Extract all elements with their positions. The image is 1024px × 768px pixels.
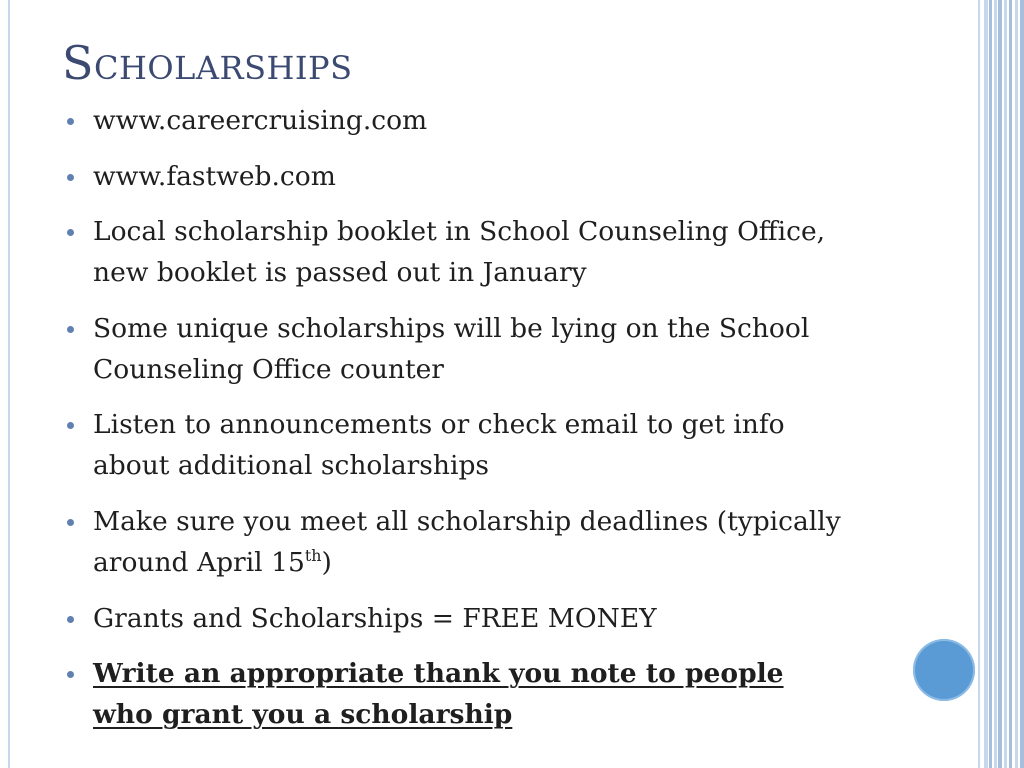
bullet-text-line [0,542,900,583]
bullet-item [0,404,900,486]
ordinal-superscript: th [304,546,322,566]
emphasized-text: Write an appropriate thank you note to people [93,658,784,690]
bullet-text-line: www.careercruising.com [93,105,428,136]
bullet-list [0,100,900,735]
bullet-text-line: Counseling Office counter [93,353,444,385]
right-decorative-stripes [976,0,1024,768]
decorative-stripe [998,0,1002,768]
bullet-icon [67,519,74,526]
bullet-text-line: Make sure you meet all scholarship deadlines (typically [93,505,841,537]
decorative-stripe [978,0,980,768]
bullet-icon [67,616,74,623]
bullet-text-line: Some unique scholarships will be lying on the School [93,312,810,344]
bullet-item [0,211,900,293]
bullet-item [0,308,900,390]
bullet-text-line: new booklet is passed out in January [93,257,587,289]
accent-circle [913,639,975,701]
decorative-stripe [1004,0,1007,768]
bullet-text-line: www.fastweb.com [93,160,336,192]
slide-title: Scholarships [62,36,353,90]
bullet-item [0,501,900,583]
bullet-item [0,100,900,141]
deadline-date-text: around April 15 [93,546,305,578]
decorative-stripe [1009,0,1012,768]
emphasized-text: who grant you a scholarship [93,699,513,731]
bullet-icon [67,671,74,678]
decorative-stripe [989,0,992,768]
bullet-text-line: about additional scholarships [93,450,490,482]
decorative-stripe [1020,0,1024,768]
bullet-icon [67,118,74,125]
bullet-text-line [0,694,900,735]
bullet-icon [67,326,74,333]
bullet-icon [67,229,74,236]
bullet-icon [67,174,74,181]
bullet-text-line: Listen to announcements or check email to get info [93,409,785,441]
bullet-item [0,598,900,639]
decorative-stripe [994,0,997,768]
bullet-text-line: Grants and Scholarships = FREE MONEY [93,602,657,634]
bullet-text-line: Local scholarship booklet in School Counseling Office, [93,216,826,248]
bullet-item [0,156,900,197]
bullet-icon [67,422,74,429]
bullet-item-emphasized [0,653,900,735]
bullet-text-line [0,653,900,694]
decorative-stripe [1015,0,1018,768]
closing-parenthesis: ) [321,546,332,578]
decorative-stripe [984,0,988,768]
